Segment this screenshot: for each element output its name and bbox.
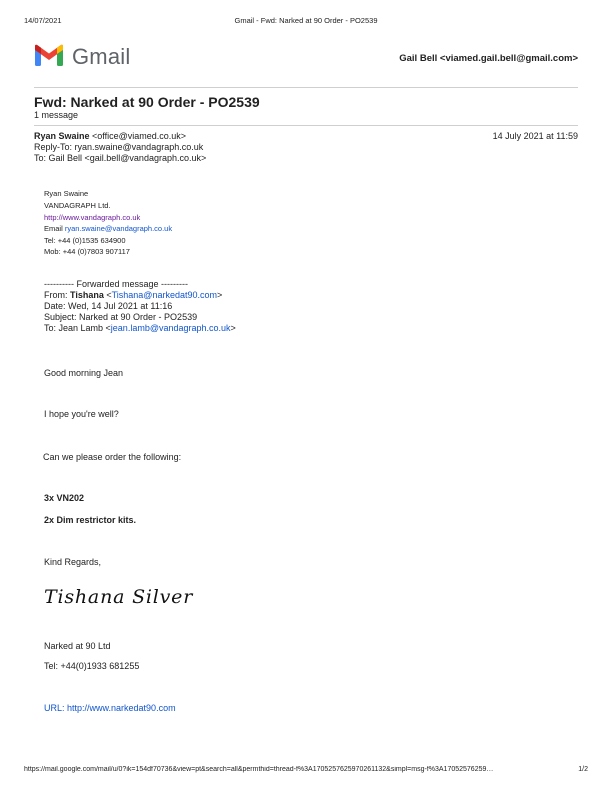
body-wellwish: I hope you're well? [44,409,119,419]
body-closing: Kind Regards, [44,557,102,567]
sig-email [44,223,172,234]
sig-company: VANDAGRAPH Ltd. [44,201,111,210]
handwritten-signature: Tishana Silver [44,586,194,608]
message-from [34,131,186,143]
message-to: To: Gail Bell <gail.bell@vandagraph.co.uk> [34,153,207,163]
forward-from [44,290,222,302]
sig-mob: Mob: +44 (0)7803 907117 [44,247,130,256]
sig-email-label: Email [44,224,65,233]
body-url-link[interactable]: http://www.narkedat90.com [67,703,176,713]
forward-to [44,323,236,335]
gmail-wordmark: Gmail [72,44,131,69]
message-count: 1 message [34,110,79,120]
footer-page-number: 1/2 [578,766,588,773]
forward-separator: ---------- Forwarded message --------- [44,279,188,289]
forward-subject: Subject: Narked at 90 Order - PO2539 [44,312,198,322]
footer-url: https://mail.google.com/mail/u/0?ik=154df70736&view=pt&search=all&permthid=thread-f%3A1705257625970261132&simpl=msg-f%3A17052576259… [24,766,494,773]
forward-from-open: < [103,290,112,300]
account-email: Gail Bell <viamed.gail.bell@gmail.com> [399,53,578,64]
forward-from-name: Tishana [70,290,104,300]
forward-to-email-link[interactable]: jean.lamb@vandagraph.co.uk [110,323,231,333]
header-divider [34,87,578,88]
order-item-1: 3x VN202 [44,493,85,503]
forward-from-label: From: [44,290,70,300]
order-item-2: 2x Dim restrictor kits. [44,515,137,525]
gmail-m-icon[interactable] [34,43,64,72]
print-title: Gmail - Fwd: Narked at 90 Order - PO2539 [234,16,378,25]
forward-from-email-link[interactable]: Tishana@narkedat90.com [111,290,217,300]
sender-email: <office@viamed.co.uk> [92,131,187,141]
body-greeting: Good morning Jean [44,368,124,378]
sig-email-link[interactable]: ryan.swaine@vandagraph.co.uk [64,224,173,233]
body-url [44,703,176,713]
thread-subject: Fwd: Narked at 90 Order - PO2539 [34,94,260,110]
body-tel: Tel: +44(0)1933 681255 [44,661,140,671]
body-company: Narked at 90 Ltd [44,641,111,651]
message-date: 14 July 2021 at 11:59 [492,131,578,141]
subject-divider [34,125,578,126]
sig-website-link[interactable]: http://www.vandagraph.co.uk [44,213,141,222]
reply-to: Reply-To: ryan.swaine@vandagraph.co.uk [34,142,204,152]
body-request: Can we please order the following: [43,452,182,462]
forward-from-close: > [216,290,223,300]
sig-name: Ryan Swaine [44,189,89,198]
sig-tel: Tel: +44 (0)1535 634900 [44,236,126,245]
forward-to-close: > [230,323,236,333]
sender-name: Ryan Swaine [34,131,90,141]
print-date: 14/07/2021 [24,16,62,25]
body-url-label: URL: [44,703,68,713]
forward-date: Date: Wed, 14 Jul 2021 at 11:16 [44,301,173,311]
forward-to-label: To: Jean Lamb < [44,323,111,333]
